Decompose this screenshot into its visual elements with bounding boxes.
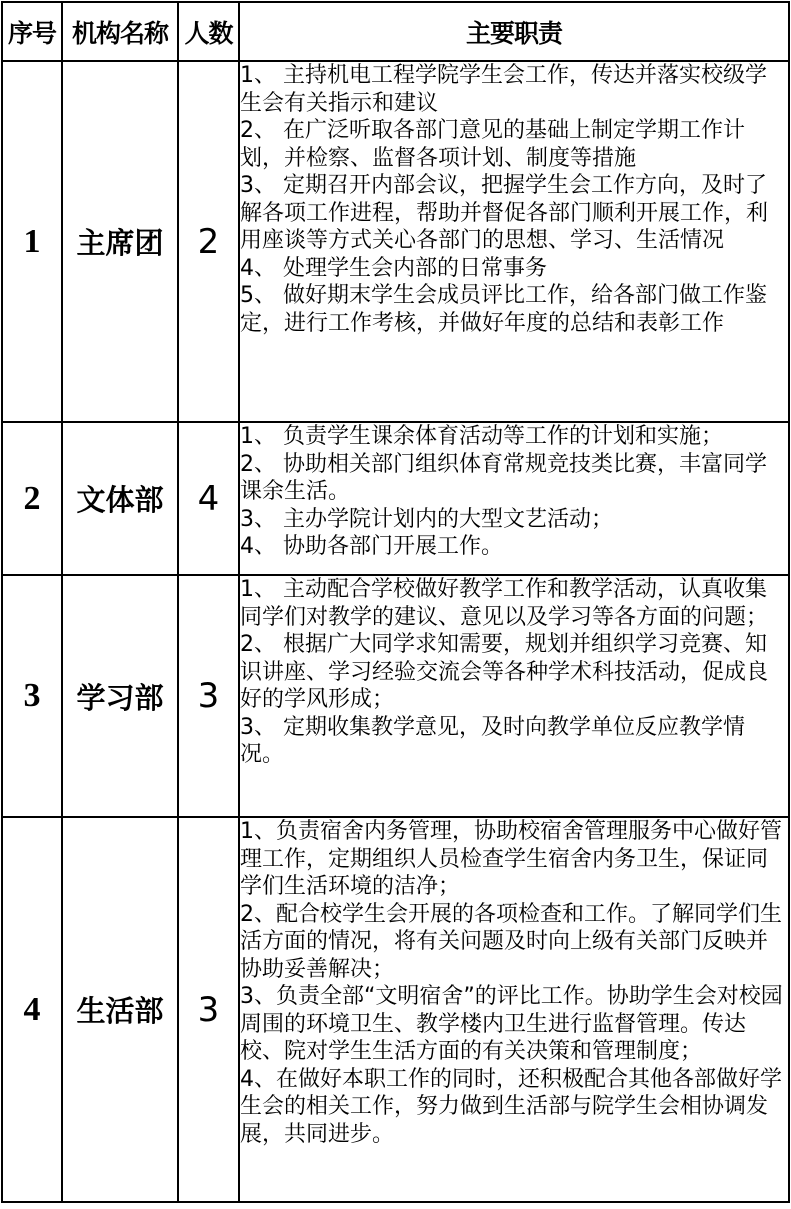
duty-item: 2、 协助相关部门组织体育常规竞技类比赛，丰富同学课余生活。: [240, 451, 767, 504]
row-index: 4: [2, 817, 62, 1202]
duty-item: 1、 主持机电工程学院学生会工作，传达并落实校级学生会有关指示和建议: [240, 63, 767, 116]
duty-item: 2、 根据广大同学求知需要，规划并组织学习竞赛、知识讲座、学习经验交流会等各种学术科技活动，促成良好的学风形成；: [240, 632, 769, 712]
duty-item: 2、 在广泛听取各部门意见的基础上制定学期工作计划，并检察、监督各项计划、制度等措施: [240, 118, 745, 171]
header-index: 序号: [2, 2, 62, 61]
row-index: 2: [2, 422, 62, 575]
row-name: 学习部: [62, 575, 178, 817]
row-duties: [239, 422, 789, 575]
table-row: [2, 817, 789, 1202]
duty-item: 3、 定期召开内部会议，把握学生会工作方向，及时了解各项工作进程，帮助并督促各部门顺利开展工作，利用座谈等方式关心各部门的思想、学习、生活情况: [240, 173, 769, 253]
duty-item: 2、配合校学生会开展的各项检查和工作。了解同学们生活方面的情况，将有关问题及时向上级有关部门反映并协助妥善解决；: [240, 901, 782, 982]
row-duties: [239, 817, 789, 1202]
row-name: 生活部: [62, 817, 178, 1202]
organization-table: [1, 1, 790, 1203]
row-count: 4: [178, 422, 239, 575]
table-row: [2, 575, 789, 817]
row-name: 主席团: [62, 61, 178, 422]
row-index: 1: [2, 61, 62, 422]
duty-item: 1、 主动配合学校做好教学工作和教学活动，认真收集同学们对教学的建议、意见以及学习等各方面的问题；: [240, 577, 769, 630]
duty-item: 3、 定期收集教学意见，及时向教学单位反应教学情况。: [240, 714, 745, 767]
duty-item: 4、在做好本职工作的同时，还积极配合其他各部做好学生会的相关工作，努力做到生活部与院学生会相协调发展，共同进步。: [240, 1066, 782, 1147]
duty-item: 3、负责全部“文明宿舍”的评比工作。协助学生会对校园周围的环境卫生、教学楼内卫生进行监督管理。传达校、院对学生生活方面的有关决策和管理制度；: [240, 984, 783, 1064]
row-count: 3: [178, 817, 239, 1202]
duty-item: 3、 主办学院计划内的大型文艺活动；: [240, 506, 613, 532]
duty-item: 1、负责宿舍内务管理，协助校宿舍管理服务中心做好管理工作，定期组织人员检查学生宿舍内务卫生，保证同学们生活环境的洁净；: [240, 819, 782, 899]
duty-item: 4、 协助各部门开展工作。: [240, 534, 503, 559]
row-duties: [239, 61, 789, 422]
header-count: 人数: [178, 2, 239, 61]
header-duties: 主要职责: [239, 2, 789, 61]
row-index: 3: [2, 575, 62, 817]
duty-item: 1、 负责学生课余体育活动等工作的计划和实施；: [240, 424, 723, 449]
table-row: [2, 61, 789, 422]
table-row: [2, 422, 789, 575]
row-count: 3: [178, 575, 239, 817]
row-duties: [239, 575, 789, 817]
row-count: 2: [178, 61, 239, 422]
duty-item: 4、 处理学生会内部的日常事务: [240, 255, 547, 281]
header-name: 机构名称: [62, 2, 178, 61]
duty-item: 5、 做好期末学生会成员评比工作，给各部门做工作鉴定，进行工作考核，并做好年度的总结和表彰工作: [240, 283, 767, 336]
row-name: 文体部: [62, 422, 178, 575]
header-row: [2, 2, 789, 61]
